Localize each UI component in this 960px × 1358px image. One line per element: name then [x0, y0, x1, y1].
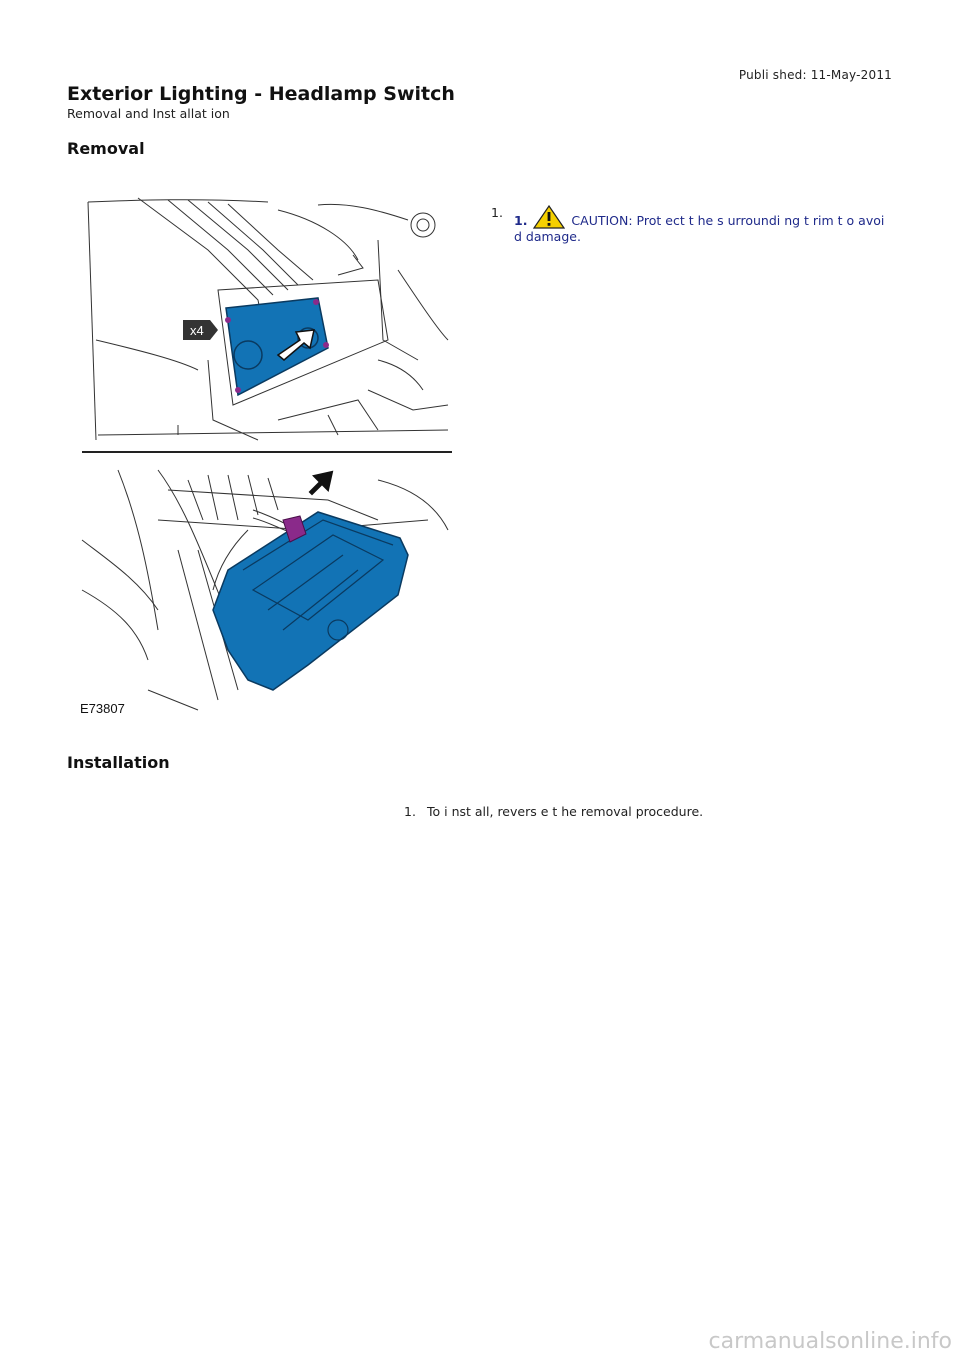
- figure-id: E73807: [80, 701, 125, 716]
- page-subtitle: Removal and Inst allat ion: [67, 106, 230, 121]
- step-number: 1.: [491, 205, 503, 220]
- removal-heading: Removal: [67, 139, 145, 158]
- page-title: Exterior Lighting - Headlamp Switch: [67, 83, 455, 105]
- step-body: [514, 205, 894, 244]
- warning-triangle-icon: [533, 205, 565, 229]
- headlamp-switch-illustration: [78, 190, 456, 720]
- published-date: Publi shed: 11-May-2011: [738, 68, 892, 82]
- removal-figure: [78, 190, 456, 720]
- figure-callout-x4: x4: [190, 323, 204, 338]
- step-number: 1.: [404, 804, 416, 819]
- watermark: carmanualsonline.info: [708, 1329, 952, 1354]
- step-link-number[interactable]: 1.: [514, 213, 528, 228]
- caution-text: CAUTION: Prot ect t he s urroundi ng t rim t o avoi d damage.: [514, 213, 885, 244]
- step-text: To i nst all, revers e t he removal procedure.: [427, 804, 704, 819]
- installation-heading: Installation: [67, 753, 170, 772]
